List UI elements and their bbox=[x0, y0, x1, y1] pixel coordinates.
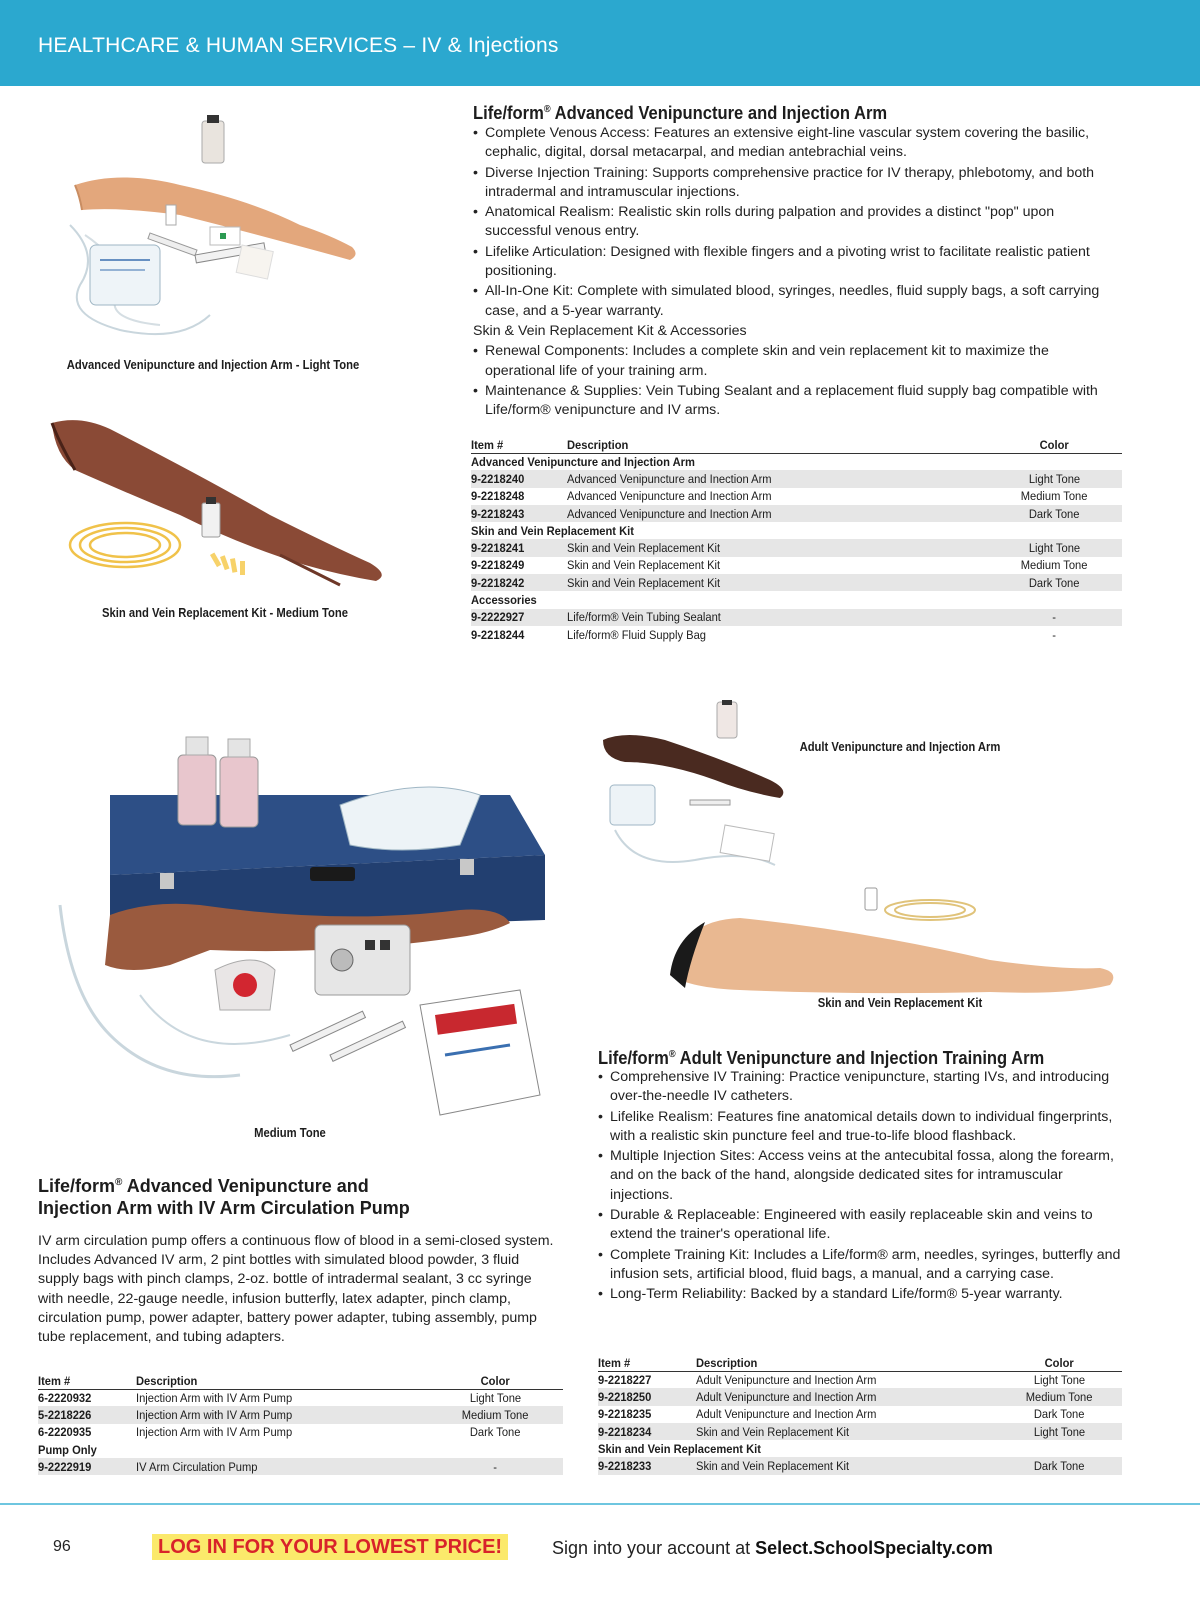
column-header-item: Item # bbox=[598, 1355, 696, 1371]
iv-arm-circulation-pump-kit-photo bbox=[40, 735, 560, 1120]
product1-spec-table bbox=[471, 437, 1122, 643]
table-row: 9-2222927 Life/form® Vein Tubing Sealant - bbox=[471, 609, 1122, 626]
table-row: 9-2218242 Skin and Vein Replacement Kit Dark Tone bbox=[471, 574, 1122, 591]
table-row: 9-2222919 IV Arm Circulation Pump - bbox=[38, 1458, 563, 1475]
feature-item: • Long-Term Reliability: Backed by a standard Life/form® 5-year warranty. bbox=[598, 1285, 1128, 1304]
venipuncture-arm-light-kit-photo bbox=[60, 115, 380, 355]
table-row: 6-2220932 Injection Arm with IV Arm Pump Light Tone bbox=[38, 1390, 522, 1405]
feature-item: • Durable & Replaceable: Engineered with easily replaceable skin and veins to extend the trainer's operational life. bbox=[598, 1206, 1128, 1245]
feature-item: • Complete Training Kit: Includes a Life/form® arm, needles, syringes, butterfly and infusion sets, artificial blood, fluid bags, a manual, and a carrying case. bbox=[598, 1246, 1128, 1285]
table-row: 9-2218248 Advanced Venipuncture and Inection Arm Medium Tone bbox=[471, 489, 1088, 504]
table-row: 9-2218244 Life/form® Fluid Supply Bag - bbox=[471, 627, 1057, 642]
table-row: 9-2218243 Advanced Venipuncture and Inection Arm Dark Tone bbox=[471, 505, 1122, 522]
page-header-title: HEALTHCARE & HUMAN SERVICES – IV & Injections bbox=[38, 34, 559, 57]
column-header-color: Color bbox=[428, 1373, 563, 1389]
column-header-description: Description bbox=[567, 437, 987, 453]
column-header-color: Color bbox=[987, 437, 1122, 453]
feature-subheading: Skin & Vein Replacement Kit & Accessories bbox=[473, 322, 747, 339]
login-promo-banner[interactable]: LOG IN FOR YOUR LOWEST PRICE! bbox=[152, 1534, 508, 1560]
product1-feature-list bbox=[473, 124, 1113, 421]
feature-item: • All-In-One Kit: Complete with simulated blood, syringes, needles, fluid supply bags, a soft carrying case, and a 5-year warranty. bbox=[473, 282, 1113, 321]
feature-item: • Lifelike Articulation: Designed with flexible fingers and a pivoting wrist to facilitate realistic patient positioning. bbox=[473, 243, 1113, 282]
table-row: 9-2218241 Skin and Vein Replacement Kit Light Tone bbox=[471, 539, 1122, 556]
product2-spec-table bbox=[38, 1373, 563, 1475]
product2-description: IV arm circulation pump offers a continuous flow of blood in a semi-closed system. Includes Advanced IV arm, 2 pint bottles with simulated blood powder, 3 fluid supply bags with pinch clamps, 2-oz. bottle of intradermal sealant, 3 cc syringe with needle, 22-gauge needle, infusion butterfly, latex adapter, pinch clamp, circulation pump, power adapter, battery power adapter, tubing assembly, pump tube replacement, and tubing adapters. bbox=[38, 1233, 554, 1346]
feature-item: • Anatomical Realism: Realistic skin rolls during palpation and provides a distinct "pop" upon successful venous entry. bbox=[473, 203, 1113, 242]
table-row: 9-2218234 Skin and Vein Replacement Kit Light Tone bbox=[598, 1423, 1122, 1440]
table-row: 9-2218250 Adult Venipuncture and Inection Arm Medium Tone bbox=[598, 1388, 1122, 1405]
table-group-row: Skin and Vein Replacement Kit bbox=[471, 523, 634, 538]
image-caption-light-arm: Advanced Venipuncture and Injection Arm - Light Tone bbox=[66, 358, 360, 372]
column-header-description: Description bbox=[696, 1355, 996, 1371]
page-number: 96 bbox=[53, 1538, 71, 1555]
table-row: 9-2218240 Advanced Venipuncture and Inection Arm Light Tone bbox=[471, 470, 1122, 487]
table-group-row: Accessories bbox=[471, 593, 537, 608]
footer-divider bbox=[0, 1503, 1200, 1505]
table-row: 9-2218227 Adult Venipuncture and Inection Arm Light Tone bbox=[598, 1372, 1085, 1387]
column-header-description: Description bbox=[136, 1373, 428, 1389]
column-header-item: Item # bbox=[38, 1373, 136, 1389]
table-group-row: Advanced Venipuncture and Injection Arm bbox=[471, 454, 695, 469]
product3-feature-list bbox=[598, 1068, 1128, 1306]
table-row: 6-2220935 Injection Arm with IV Arm Pump Dark Tone bbox=[38, 1425, 521, 1440]
feature-item: • Multiple Injection Sites: Access veins at the antecubital fossa, along the forearm, and on the back of the hand, alongside dedicated sites for intramuscular injections. bbox=[598, 1147, 1128, 1205]
feature-item: • Lifelike Realism: Features fine anatomical details down to individual fingerprints, with a realistic skin puncture feel and true-to-life blood flashback. bbox=[598, 1108, 1128, 1147]
product3-spec-table bbox=[598, 1355, 1122, 1475]
product3-title: Life/form® Adult Venipuncture and Injection Training Arm bbox=[598, 1048, 1045, 1068]
image-caption-medium-arm: Skin and Vein Replacement Kit - Medium Tone bbox=[101, 606, 349, 620]
table-row: 9-2218233 Skin and Vein Replacement Kit Dark Tone bbox=[598, 1457, 1122, 1474]
table-row: 5-2218226 Injection Arm with IV Arm Pump Medium Tone bbox=[38, 1406, 563, 1423]
column-header-color: Color bbox=[996, 1355, 1122, 1371]
product2-title: Life/form® Advanced Venipuncture and Injection Arm with IV Arm Circulation Pump bbox=[38, 1176, 410, 1218]
image-caption-adult-arm: Adult Venipuncture and Injection Arm bbox=[799, 740, 1001, 754]
table-group-row: Skin and Vein Replacement Kit bbox=[598, 1441, 761, 1456]
adult-venipuncture-arm-photo bbox=[595, 700, 795, 890]
sign-in-link[interactable]: Select.SchoolSpecialty.com bbox=[755, 1538, 993, 1558]
table-row: 9-2218235 Adult Venipuncture and Inection Arm Dark Tone bbox=[598, 1407, 1085, 1422]
feature-item: • Comprehensive IV Training: Practice venipuncture, starting IVs, and introducing over-the-needle IV catheters. bbox=[598, 1068, 1128, 1107]
product1-title: Life/form® Advanced Venipuncture and Injection Arm bbox=[473, 103, 888, 123]
feature-item: • Renewal Components: Includes a complete skin and vein replacement kit to maximize the operational life of your training arm. bbox=[473, 342, 1113, 381]
skin-vein-replacement-kit-photo bbox=[40, 415, 400, 595]
table-row: 9-2218249 Skin and Vein Replacement Kit Medium Tone bbox=[471, 558, 1088, 573]
image-caption-adult-skin: Skin and Vein Replacement Kit bbox=[817, 996, 983, 1010]
adult-skin-replacement-photo bbox=[660, 880, 1130, 1015]
feature-item: • Complete Venous Access: Features an extensive eight-line vascular system covering the basilic, cephalic, digital, dorsal metacarpal, and median antebrachial veins. bbox=[473, 124, 1113, 163]
feature-item: • Maintenance & Supplies: Vein Tubing Sealant and a replacement fluid supply bag compatible with Life/form® venipuncture and IV arms. bbox=[473, 382, 1113, 421]
sign-in-line: Sign into your account at Select.SchoolSpecialty.com bbox=[552, 1538, 993, 1558]
column-header-item: Item # bbox=[471, 437, 567, 453]
feature-item: • Diverse Injection Training: Supports comprehensive practice for IV therapy, phlebotomy, and both intradermal and intramuscular injections. bbox=[473, 164, 1113, 203]
image-caption-pump-kit: Medium Tone bbox=[254, 1126, 326, 1140]
table-group-row: Pump Only bbox=[38, 1442, 97, 1457]
